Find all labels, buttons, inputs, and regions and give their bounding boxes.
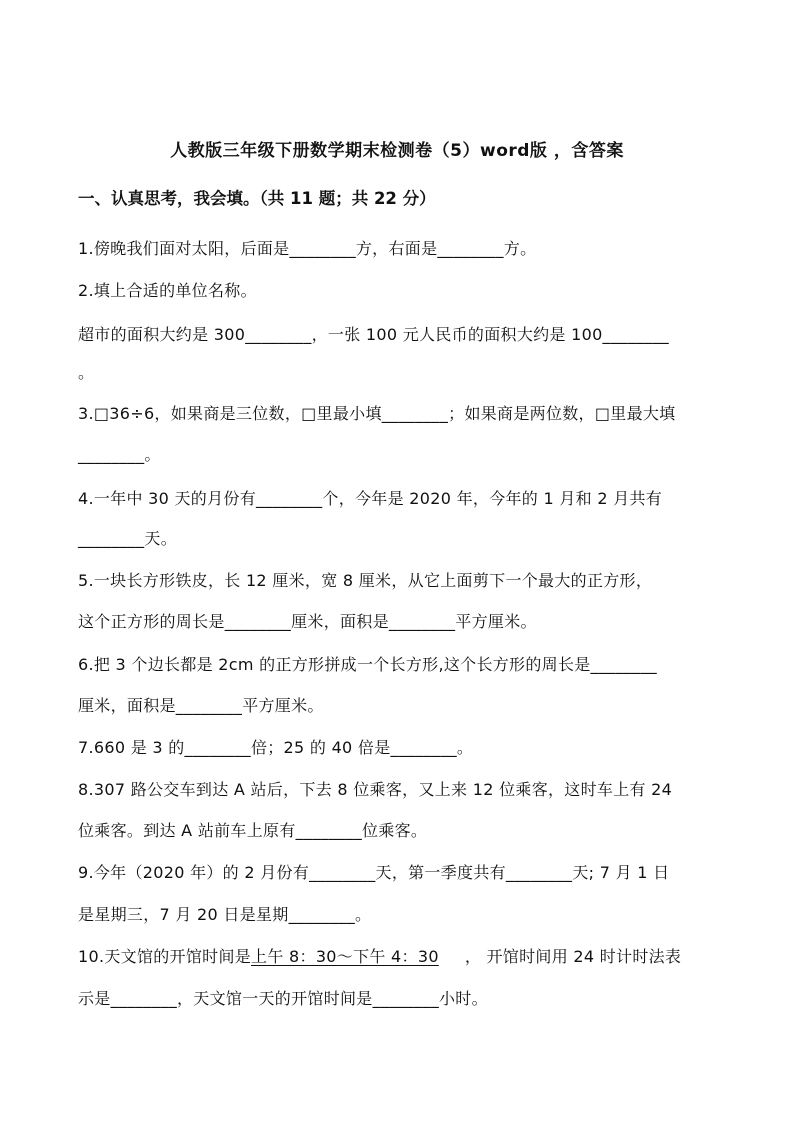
question-line: ________。 — [78, 445, 161, 464]
question-line: 5.一块长方形铁皮，长 12 厘米，宽 8 厘米，从它上面剪下一个最大的正方形， — [78, 571, 653, 590]
question-line: 是星期三，7 月 20 日是星期________。 — [78, 905, 372, 924]
question-line: 超市的面积大约是 300________，一张 100 元人民币的面积大约是 100________ — [78, 325, 669, 344]
question-line: 2.填上合适的单位名称。 — [78, 281, 257, 300]
question-10-line — [78, 944, 681, 967]
question-line: 示是________，天文馆一天的开馆时间是________小时。 — [78, 989, 488, 1008]
question-10-prefix: 10.天文馆的开馆时间是 — [78, 947, 252, 966]
question-line: 1.傍晚我们面对太阳，后面是________方，右面是________方。 — [78, 239, 537, 258]
question-line: 位乘客。到达 A 站前车上原有________位乘客。 — [78, 821, 428, 840]
question-10-suffix: ， 开馆时间用 24 时计时法表 — [464, 947, 682, 966]
document-title: 人教版三年级下册数学期末检测卷（5）word版 ，含答案 — [170, 141, 624, 161]
section-heading: 一、认真思考，我会填。（共 11 题；共 22 分） — [78, 189, 436, 208]
question-line: 8.307 路公交车到达 A 站后，下去 8 位乘客，又上来 12 位乘客，这时车上有 24 — [78, 780, 673, 799]
opening-hours-underlined: 上午 8：30～下午 4：30 — [251, 947, 439, 966]
question-line: 。 — [78, 363, 95, 382]
question-line: 这个正方形的周长是________厘米，面积是________平方厘米。 — [78, 612, 537, 631]
question-line: ________天。 — [78, 529, 177, 548]
question-line: 9.今年（2020 年）的 2 月份有________天，第一季度共有________天; 7 月 1 日 — [78, 863, 670, 882]
question-line: 厘米，面积是________平方厘米。 — [78, 696, 324, 715]
question-line: 7.660 是 3 的________倍；25 的 40 倍是________。 — [78, 738, 474, 757]
question-line: 4.一年中 30 天的月份有________个，今年是 2020 年，今年的 1 月和 2 月共有 — [78, 489, 663, 508]
question-line: 6.把 3 个边长都是 2cm 的正方形拼成一个长方形,这个长方形的周长是________ — [78, 655, 657, 674]
question-line: 3.□36÷6，如果商是三位数，□里最小填________；如果商是两位数，□里最大填 — [78, 404, 676, 423]
